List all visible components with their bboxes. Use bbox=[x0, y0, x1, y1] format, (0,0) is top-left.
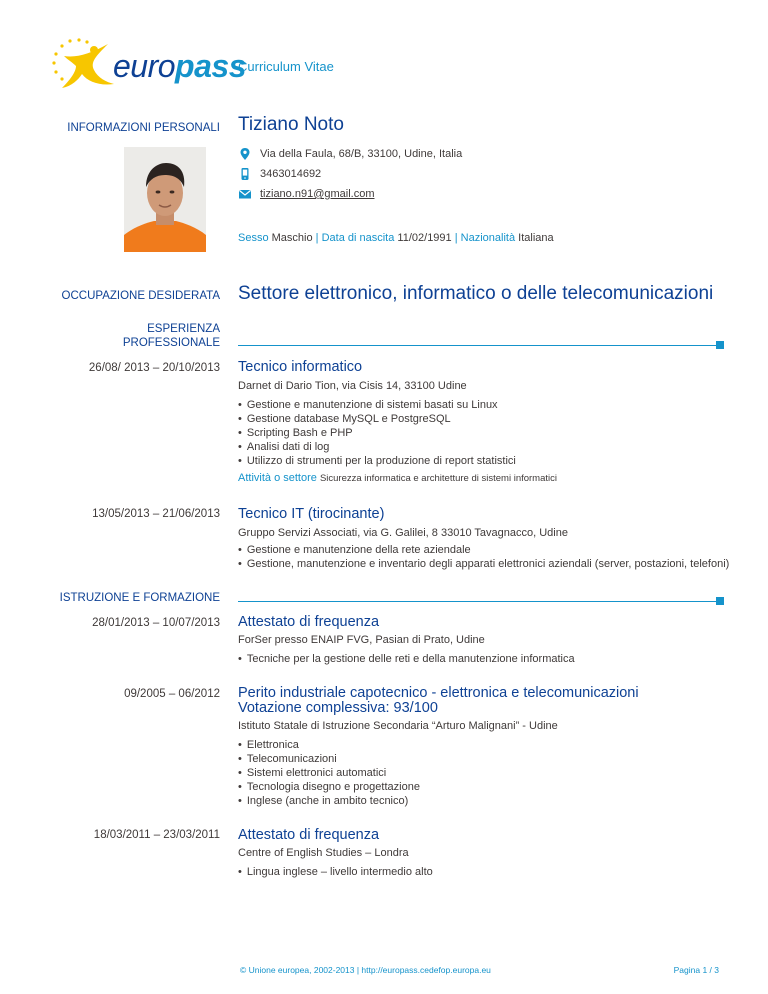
contact-address bbox=[238, 147, 462, 161]
mobile-phone-icon bbox=[238, 167, 252, 181]
employer: Darnet di Dario Tion, via Cisis 14, 33100 Udine bbox=[238, 380, 467, 392]
address-text: Via della Faula, 68/B, 33100, Udine, Italia bbox=[260, 148, 463, 160]
list-item: • Gestione, manutenzione e inventario degli apparati elettronici aziendali (server, postazioni, telefoni) bbox=[238, 557, 729, 571]
employer: Gruppo Servizi Associati, via G. Galilei, 8 33010 Tavagnacco, Udine bbox=[238, 527, 568, 539]
job-dates: 26/08/ 2013 – 20/10/2013 bbox=[88, 362, 220, 374]
list-item: • Scripting Bash e PHP bbox=[238, 426, 516, 440]
list-item: • Lingua inglese – livello intermedio alto bbox=[238, 865, 433, 879]
job-duties-list bbox=[238, 543, 729, 571]
birth-value: 11/02/1991 bbox=[397, 232, 452, 244]
education-topics-list bbox=[238, 865, 433, 879]
activity-value: Sicurezza informatica e architetture di sistemi informatici bbox=[319, 473, 557, 484]
institution: Istituto Statale di Istruzione Secondaria “Arturo Malignani” - Udine bbox=[238, 720, 558, 732]
location-pin-icon bbox=[238, 147, 252, 161]
list-item: • Gestione e manutenzione di sistemi basati su Linux bbox=[238, 398, 516, 412]
envelope-icon bbox=[238, 187, 252, 201]
footer-copyright: © Unione europea, 2002-2013 | http://europass.cedefop.europa.eu bbox=[240, 965, 491, 975]
list-item: • Inglese (anche in ambito tecnico) bbox=[238, 794, 420, 808]
desired-occupation: Settore elettronico, informatico o delle telecomunicazioni bbox=[238, 283, 714, 304]
birth-label: Data di nascita bbox=[321, 232, 395, 244]
email-link[interactable]: tiziano.n91@gmail.com bbox=[260, 188, 375, 200]
education-dates: 18/03/2011 – 23/03/2011 bbox=[93, 829, 220, 841]
education-grade: Votazione complessiva: 93/100 bbox=[238, 700, 438, 716]
section-divider-marker bbox=[716, 597, 724, 605]
europass-star-figure-icon bbox=[50, 36, 120, 92]
list-item: • Tecnologia disegno e progettazione bbox=[238, 780, 420, 794]
document-title: Curriculum Vitae bbox=[238, 59, 334, 74]
list-item: • Sistemi elettronici automatici bbox=[238, 766, 420, 780]
list-item: • Analisi dati di log bbox=[238, 440, 516, 454]
contact-phone bbox=[238, 167, 321, 181]
separator: | bbox=[315, 232, 319, 244]
section-divider bbox=[238, 345, 720, 346]
job-title: Tecnico IT (tirocinante) bbox=[238, 506, 385, 522]
list-item: • Tecniche per la gestione delle reti e della manutenzione informatica bbox=[238, 652, 575, 666]
list-item: • Elettronica bbox=[238, 738, 420, 752]
sex-label: Sesso bbox=[238, 232, 269, 244]
logo-text-euro: euro bbox=[113, 48, 176, 84]
section-label-desired-job: OCCUPAZIONE DESIDERATA bbox=[61, 290, 220, 302]
person-name: Tiziano Noto bbox=[238, 114, 344, 135]
activity-label: Attività o settore bbox=[238, 472, 317, 484]
list-item: • Gestione database MySQL e PostgreSQL bbox=[238, 412, 516, 426]
profile-photo bbox=[124, 147, 206, 252]
activity-sector bbox=[238, 472, 557, 484]
section-label-personal-info: INFORMAZIONI PERSONALI bbox=[67, 122, 220, 134]
nationality-label: Nazionalità bbox=[460, 232, 516, 244]
personal-details-line bbox=[238, 232, 554, 244]
logo-text-pass: pass bbox=[175, 48, 246, 84]
section-divider bbox=[238, 601, 720, 602]
section-label-experience: ESPERIENZA PROFESSIONALE bbox=[122, 323, 220, 349]
page-number: Pagina 1 / 3 bbox=[673, 965, 719, 975]
job-dates: 13/05/2013 – 21/06/2013 bbox=[92, 508, 220, 520]
education-topics-list bbox=[238, 652, 575, 666]
separator: | bbox=[454, 232, 458, 244]
section-label-education: ISTRUZIONE E FORMAZIONE bbox=[59, 592, 220, 604]
education-dates: 09/2005 – 06/2012 bbox=[124, 688, 220, 700]
list-item: • Telecomunicazioni bbox=[238, 752, 420, 766]
institution: ForSer presso ENAIP FVG, Pasian di Prato, Udine bbox=[238, 634, 485, 646]
sex-value: Maschio bbox=[271, 232, 313, 244]
job-title: Tecnico informatico bbox=[238, 359, 363, 375]
education-title: Attestato di frequenza bbox=[238, 614, 380, 630]
institution: Centre of English Studies – Londra bbox=[238, 847, 409, 859]
education-title: Attestato di frequenza bbox=[238, 827, 380, 843]
nationality-value: Italiana bbox=[518, 232, 554, 244]
europass-wordmark bbox=[113, 46, 246, 86]
phone-text: 3463014692 bbox=[260, 168, 322, 180]
contact-email bbox=[238, 187, 375, 201]
education-title: Perito industriale capotecnico - elettronica e telecomunicazioni bbox=[238, 685, 639, 701]
list-item: • Utilizzo di strumenti per la produzione di report statistici bbox=[238, 454, 516, 468]
section-divider-marker bbox=[716, 341, 724, 349]
education-dates: 28/01/2013 – 10/07/2013 bbox=[92, 617, 220, 629]
list-item: • Gestione e manutenzione della rete aziendale bbox=[238, 543, 729, 557]
education-topics-list bbox=[238, 738, 420, 808]
job-duties-list bbox=[238, 398, 516, 468]
